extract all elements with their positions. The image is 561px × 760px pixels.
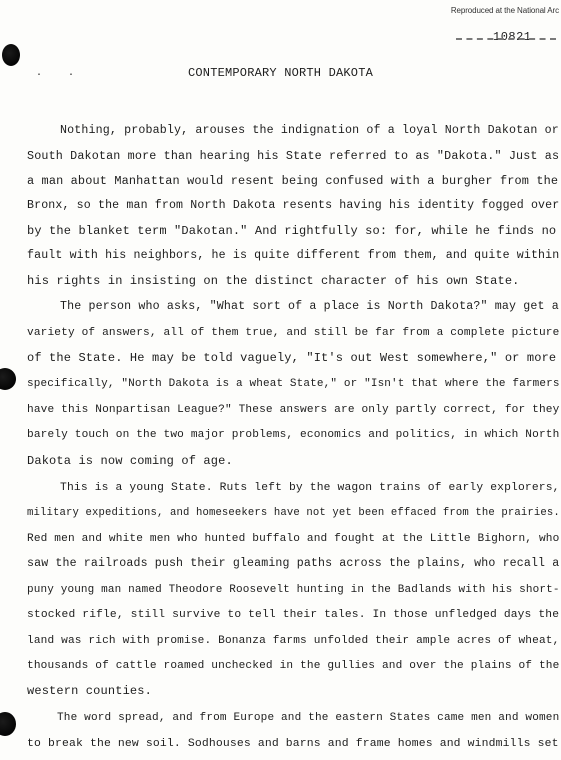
text-line: barely touch on the two major problems, economics and politics, in which North: [27, 429, 560, 441]
punch-hole-icon: [0, 712, 16, 736]
text-line: stocked rifle, still survive to tell their tales. In those unfledged days the: [27, 609, 560, 621]
text-line: thousands of cattle roamed unchecked in the gullies and over the plains of the: [27, 660, 560, 672]
archive-reproduction-stamp: Reproduced at the National Arc: [450, 6, 559, 15]
text-line: military expeditions, and homeseekers have not yet been effaced from the prairies.: [27, 507, 560, 519]
text-line: have this Nonpartisan League?" These answers are only partly correct, for they: [27, 404, 560, 416]
text-line: of the State. He may be told vaguely, "It's out West somewhere," or more: [27, 351, 557, 365]
punch-hole-icon: [2, 44, 20, 66]
document-title: CONTEMPORARY NORTH DAKOTA: [187, 66, 374, 80]
dashed-rule: [456, 38, 556, 40]
text-line: Nothing, probably, arouses the indignation of a loyal North Dakotan or: [60, 124, 559, 137]
text-line: fault with his neighbors, he is quite different from them, and quite within: [27, 249, 560, 262]
text-line: Red men and white men who hunted buffalo and fought at the Little Bighorn, who: [27, 533, 560, 545]
text-line: a man about Manhattan would resent being confused with a burgher from the: [27, 174, 559, 188]
text-line: land was rich with promise. Bonanza farms unfolded their ample acres of wheat,: [27, 635, 560, 647]
text-line: western counties.: [27, 684, 152, 698]
text-line: to break the new soil. Sodhouses and barns and frame homes and windmills set: [27, 737, 559, 750]
text-line: Bronx, so the man from North Dakota resents having his identity fogged over: [27, 199, 560, 212]
document-number: 10821: [493, 30, 532, 44]
text-line: his rights in insisting on the distinct character of his own State.: [27, 274, 520, 288]
text-line: This is a young State. Ruts left by the wagon trains of early explorers,: [60, 482, 560, 494]
text-line: variety of answers, all of them true, and still be far from a complete picture: [27, 327, 560, 339]
text-line: The word spread, and from Europe and the eastern States came men and women: [57, 712, 560, 724]
stray-marks: · ·: [36, 70, 85, 81]
text-line: Dakota is now coming of age.: [27, 454, 233, 468]
text-line: South Dakotan more than hearing his State referred to as "Dakota." Just as: [27, 149, 560, 163]
text-line: specifically, "North Dakota is a wheat State," or "Isn't that where the farmers: [27, 378, 560, 390]
text-line: saw the railroads push their gleaming paths across the plains, who recall a: [27, 557, 560, 570]
text-line: by the blanket term "Dakotan." And rightfully so: for, while he finds no: [27, 224, 557, 238]
text-line: puny young man named Theodore Roosevelt hunting in the Badlands with his short-: [27, 584, 560, 596]
text-line: The person who asks, "What sort of a place is North Dakota?" may get a: [60, 300, 559, 313]
punch-hole-icon: [0, 368, 16, 390]
